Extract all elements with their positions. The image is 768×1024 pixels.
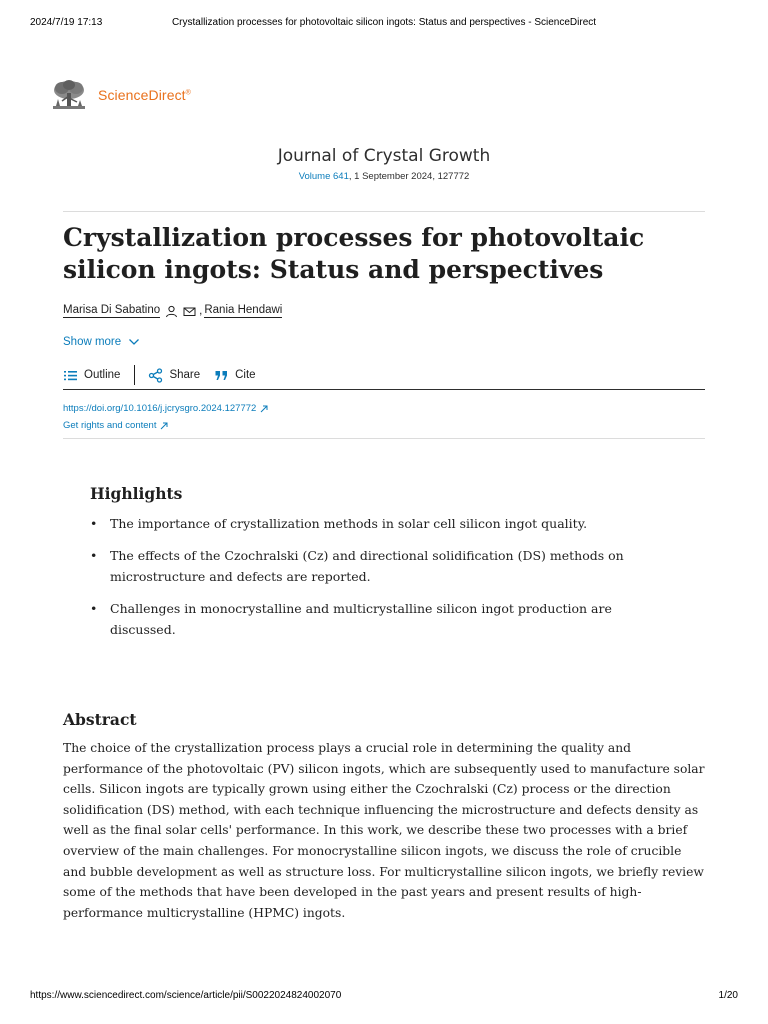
article-links (63, 400, 268, 434)
highlight-text: Challenges in monocrystalline and multicrystalline silicon ingot production are discussed. (110, 601, 612, 637)
list-item (90, 513, 630, 534)
sciencedirect-logo[interactable] (50, 78, 191, 112)
bullet: • (90, 548, 98, 563)
author-list (63, 304, 282, 318)
envelope-icon[interactable] (183, 305, 196, 318)
rights-text: Get rights and content (63, 420, 157, 431)
share-label: Share (169, 369, 201, 381)
rights-link[interactable] (63, 417, 268, 434)
list-item (90, 598, 630, 640)
external-link-icon (260, 405, 268, 413)
toolbar-divider (134, 365, 135, 385)
list-icon (63, 368, 78, 383)
print-datetime: 2024/7/19 17:13 (30, 17, 103, 28)
abstract-body: The choice of the crystallization process plays a crucial role in determining the quality and performance of the photovoltaic (PV) silicon ingots, which are subsequently used to manufacture solar cells. Silicon ingots are typically grown using either the Czochralski (Cz) process or the direction solidification (DS) method, with each technique influencing the microstructure and defects density as well as the final solar cells' performance. In this work, we describe these two processes with a brief overview of the main challenges. For monocrystalline silicon ingots, we discuss the role of crucible and bubble development as well as structure loss. For multicrystalline silicon ingots, we briefly review some of the methods that have been developed in the past years and present results of high-performance multicrystalline (HPMC) ingots. (63, 741, 705, 920)
outline-button[interactable] (63, 368, 120, 383)
highlights-list (90, 513, 630, 651)
volume-link[interactable]: Volume 641 (298, 171, 349, 182)
chevron-down-icon (128, 336, 140, 348)
author-separator: , (199, 305, 203, 317)
print-footer (30, 990, 738, 1004)
abstract-heading: Abstract (63, 710, 137, 729)
author-link[interactable]: Marisa Di Sabatino (63, 304, 161, 316)
divider-links (63, 438, 705, 439)
highlights-heading: Highlights (90, 484, 183, 503)
person-icon[interactable] (165, 305, 178, 318)
quote-icon (214, 368, 229, 383)
list-item (90, 545, 630, 587)
bullet: • (90, 601, 98, 616)
doi-link[interactable] (63, 400, 268, 417)
brand-name: ScienceDirect® (98, 87, 191, 103)
divider-top (63, 211, 705, 212)
issue-details: , 1 September 2024, 127772 (348, 171, 470, 182)
share-button[interactable] (148, 368, 200, 383)
show-more-button[interactable] (63, 336, 140, 348)
doi-text: https://doi.org/10.1016/j.jcrysgro.2024.127772 (63, 403, 257, 414)
bullet: • (90, 516, 98, 531)
print-url: https://www.sciencedirect.com/science/article/pii/S0022024824002070 (30, 990, 342, 1001)
external-link-icon (160, 422, 168, 430)
article-title: Crystallization processes for photovoltaic silicon ingots: Status and perspectives (63, 223, 645, 284)
author-link[interactable]: Rania Hendawi (204, 304, 283, 316)
highlight-text: The importance of crystallization methods in solar cell silicon ingot quality. (110, 516, 588, 531)
elsevier-tree-icon (50, 79, 88, 111)
cite-label: Cite (235, 369, 256, 381)
print-header (30, 17, 738, 31)
journal-name[interactable]: Journal of Crystal Growth (277, 146, 491, 166)
share-icon (148, 368, 163, 383)
issue-info (0, 171, 768, 182)
show-more-label: Show more (63, 336, 122, 348)
article-toolbar (63, 364, 256, 386)
cite-button[interactable] (214, 368, 255, 383)
toolbar-underline (63, 389, 705, 390)
outline-label: Outline (84, 369, 121, 381)
highlight-text: The effects of the Czochralski (Cz) and directional solidification (DS) methods on microstructure and defects are reported. (110, 548, 624, 584)
brand-registered-mark: ® (185, 89, 191, 97)
print-page-title: Crystallization processes for photovoltaic silicon ingots: Status and perspectives - ScienceDirect (171, 17, 597, 28)
print-page-number: 1/20 (718, 990, 738, 1001)
